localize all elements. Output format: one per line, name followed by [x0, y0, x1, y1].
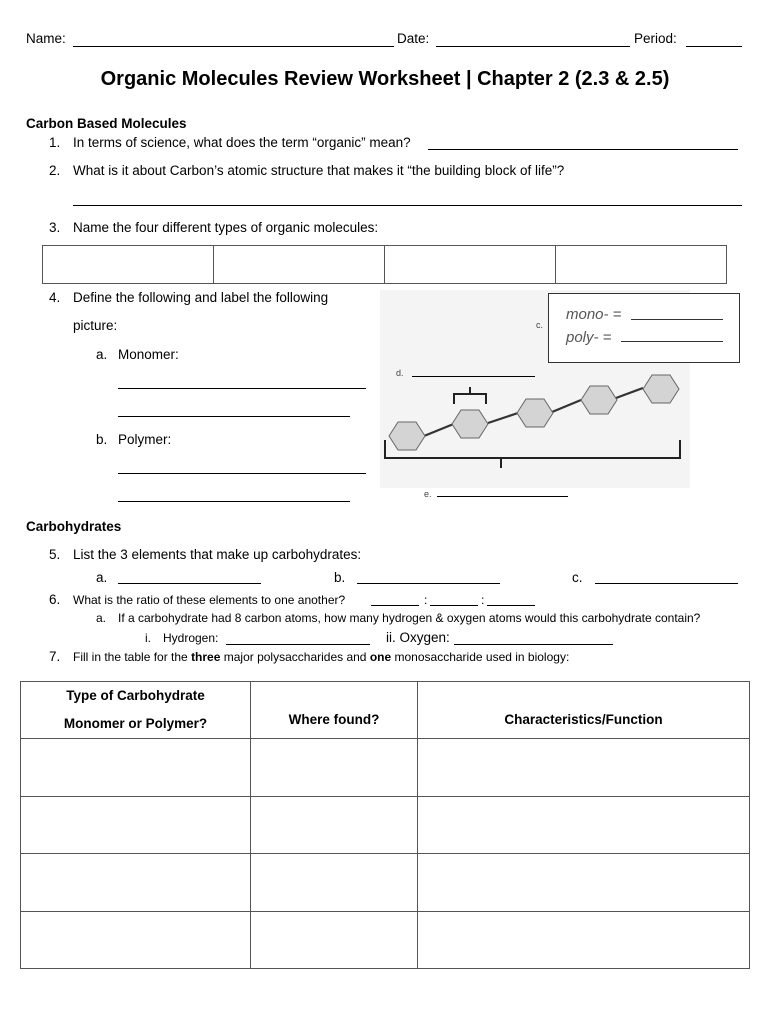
question-1: In terms of science, what does the term “organic” mean? — [73, 135, 411, 150]
period-label: Period: — [634, 31, 677, 46]
table-cell[interactable] — [418, 854, 750, 912]
prefix-legend-box — [548, 293, 740, 363]
header-line: Monomer or Polymer? — [63, 716, 208, 731]
page-title: Organic Molecules Review Worksheet | Chapter 2 (2.3 & 2.5) — [100, 68, 670, 90]
column-header-type — [21, 682, 251, 739]
question-6a: If a carbohydrate had 8 carbon atoms, how many hydrogen & oxygen atoms would this carbohydrate contain? — [118, 611, 701, 625]
option-letter: a. — [96, 570, 108, 585]
table-cell[interactable] — [21, 854, 251, 912]
roman-numeral: i. — [145, 631, 151, 645]
monomer-hexagons — [389, 375, 679, 450]
table-cell[interactable] — [251, 854, 418, 912]
question-4-cont: picture: — [73, 318, 118, 333]
period-field[interactable] — [686, 46, 742, 47]
q7-text: monosaccharide used in biology: — [391, 650, 570, 664]
diagram-label-d: d. — [396, 368, 404, 378]
mono-prefix: mono- = — [566, 306, 622, 323]
hexagon-monomer — [581, 386, 617, 414]
answer-cell[interactable] — [43, 246, 214, 284]
question-number: 3. — [49, 220, 61, 235]
question-4: Define the following and label the following — [73, 290, 329, 305]
section-heading-carbon: Carbon Based Molecules — [26, 116, 187, 131]
answer-cell[interactable] — [214, 246, 385, 284]
monomer-bracket — [454, 387, 486, 404]
answer-line-q2[interactable] — [73, 205, 742, 206]
question-7 — [73, 650, 569, 664]
polymer-bracket — [385, 440, 680, 468]
answer-line-polymer-1[interactable] — [118, 473, 366, 474]
ratio-colon: : — [481, 593, 485, 607]
monomer-label: Monomer: — [118, 347, 179, 362]
name-label: Name: — [26, 31, 66, 46]
answer-line-d[interactable] — [412, 376, 535, 377]
carbohydrate-table — [20, 681, 750, 969]
ratio-field-2[interactable] — [430, 605, 478, 606]
hexagon-monomer — [643, 375, 679, 403]
table-cell[interactable] — [251, 796, 418, 854]
question-6: What is the ratio of these elements to one another? — [73, 593, 346, 607]
diagram-label-c: c. — [536, 320, 544, 330]
table-cell[interactable] — [21, 796, 251, 854]
question-number: 4. — [49, 290, 61, 305]
option-letter: b. — [334, 570, 346, 585]
header-line: Type of Carbohydrate — [66, 688, 205, 703]
q7-emphasis: three — [191, 650, 221, 664]
column-header-where-found: Where found? — [251, 682, 418, 739]
question-3: Name the four different types of organic molecules: — [73, 220, 379, 235]
name-field[interactable] — [73, 46, 394, 47]
sub-letter: a. — [96, 611, 107, 625]
answer-line-e[interactable] — [437, 496, 568, 497]
table-cell[interactable] — [418, 911, 750, 969]
date-field[interactable] — [436, 46, 630, 47]
sub-letter: b. — [96, 432, 108, 447]
table-cell[interactable] — [251, 739, 418, 797]
table-row — [21, 739, 750, 797]
answer-line-monomer-1[interactable] — [118, 388, 366, 389]
q7-text: major polysaccharides and — [220, 650, 370, 664]
hexagon-monomer — [517, 399, 553, 427]
answer-line-mono[interactable] — [631, 319, 723, 320]
q7-text: Fill in the table for the — [73, 650, 192, 664]
answer-line-q5a[interactable] — [118, 583, 261, 584]
answer-line-q5b[interactable] — [357, 583, 500, 584]
question-number: 5. — [49, 547, 61, 562]
answer-line-poly[interactable] — [621, 341, 723, 342]
question-number: 7. — [49, 649, 61, 664]
table-row — [21, 911, 750, 969]
question-number: 1. — [49, 135, 61, 150]
answer-line-q5c[interactable] — [595, 583, 738, 584]
organic-molecules-table — [42, 245, 727, 284]
column-header-characteristics: Characteristics/Function — [418, 682, 750, 739]
answer-line-polymer-2[interactable] — [118, 501, 350, 502]
table-cell[interactable] — [418, 796, 750, 854]
question-5: List the 3 elements that make up carbohydrates: — [73, 547, 362, 562]
answer-line-q1[interactable] — [428, 149, 738, 150]
table-row — [21, 796, 750, 854]
table-cell[interactable] — [21, 739, 251, 797]
question-number: 2. — [49, 163, 61, 178]
hydrogen-label: Hydrogen: — [163, 631, 219, 645]
hexagon-monomer — [452, 410, 488, 438]
polymer-label: Polymer: — [118, 432, 172, 447]
question-2: What is it about Carbon’s atomic structure that makes it “the building block of life”? — [73, 163, 565, 178]
answer-line-oxygen[interactable] — [454, 644, 613, 645]
ratio-field-1[interactable] — [371, 605, 419, 606]
table-cell[interactable] — [418, 739, 750, 797]
answer-cell[interactable] — [556, 246, 727, 284]
question-number: 6. — [49, 592, 61, 607]
hexagon-monomer — [389, 422, 425, 450]
date-label: Date: — [397, 31, 430, 46]
ratio-field-3[interactable] — [487, 605, 535, 606]
table-cell[interactable] — [21, 911, 251, 969]
section-heading-carbohydrates: Carbohydrates — [26, 519, 122, 534]
oxygen-label: ii. Oxygen: — [386, 630, 450, 645]
diagram-label-e: e. — [424, 489, 432, 499]
answer-cell[interactable] — [385, 246, 556, 284]
sub-letter: a. — [96, 347, 108, 362]
poly-prefix: poly- = — [566, 329, 612, 346]
table-cell[interactable] — [251, 911, 418, 969]
q7-emphasis: one — [369, 650, 392, 664]
answer-line-hydrogen[interactable] — [226, 644, 370, 645]
ratio-colon: : — [424, 593, 428, 607]
option-letter: c. — [572, 570, 583, 585]
table-row — [21, 854, 750, 912]
answer-line-monomer-2[interactable] — [118, 416, 350, 417]
